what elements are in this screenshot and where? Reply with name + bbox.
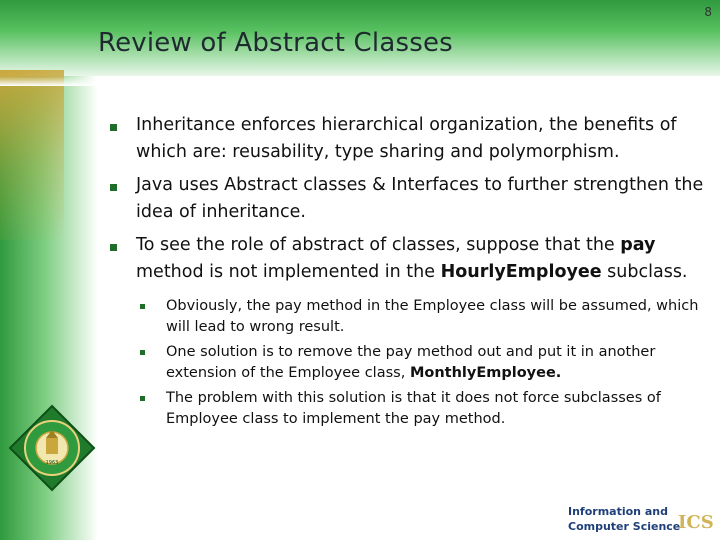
bullet-text: Inheritance enforces hierarchical organization, the benefits of which are: reusability, type sharing and polymorphism. <box>136 115 677 162</box>
bullet-item <box>110 112 710 166</box>
sub-bullet-text: Obviously, the pay method in the Employee class will be assumed, which will lead to wrong result. <box>166 298 699 335</box>
sub-bullet-item <box>140 342 710 384</box>
bullet-square-icon <box>140 396 145 401</box>
sub-bullet-item <box>140 296 710 338</box>
ics-logo-icon <box>566 500 716 538</box>
slide-title: Review of Abstract Classes <box>98 28 453 58</box>
university-seal-icon <box>8 404 96 492</box>
sub-bullet-item <box>140 388 710 430</box>
corner-accent <box>0 70 64 240</box>
svg-text:1963: 1963 <box>45 460 59 466</box>
svg-text:Computer Science: Computer Science <box>568 520 681 533</box>
bullet-item <box>110 172 710 226</box>
sub-bullet-list <box>110 296 710 430</box>
svg-text:ICS: ICS <box>678 512 714 533</box>
header-fade <box>0 76 720 86</box>
bullet-square-icon <box>140 304 145 309</box>
bullet-text: Java uses Abstract classes & Interfaces to further strengthen the idea of inheritance. <box>136 175 704 222</box>
sub-bullet-text: The problem with this solution is that it does not force subclasses of Employee class to implement the pay method. <box>166 390 661 427</box>
bullet-square-icon <box>110 184 117 191</box>
bullet-text: To see the role of abstract of classes, suppose that the pay method is not implemented in the HourlyEmployee subclass. <box>136 235 688 282</box>
bullet-item <box>110 232 710 286</box>
svg-text:Information and: Information and <box>568 505 668 518</box>
bullet-square-icon <box>110 244 117 251</box>
sub-bullet-text: One solution is to remove the pay method out and put it in another extension of the Employee class, MonthlyEmployee. <box>166 344 656 381</box>
bullet-square-icon <box>110 124 117 131</box>
slide-content <box>110 112 710 434</box>
slide-number: 8 <box>704 5 712 19</box>
bullet-square-icon <box>140 350 145 355</box>
